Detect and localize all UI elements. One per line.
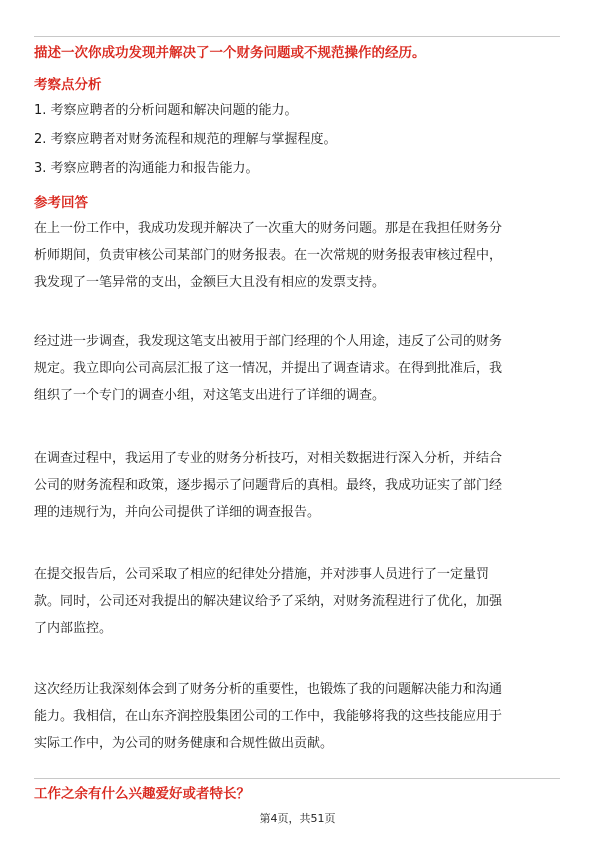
answer-line: 理的违规行为，并向公司提供了详细的调查报告。 — [34, 505, 321, 520]
answer-line: 能力。我相信，在山东齐润控股集团公司的工作中，我能够将我的这些技能应用于 — [34, 709, 503, 724]
answer-line: 公司的财务流程和政策，逐步揭示了问题背后的真相。最终，我成功证实了部门经 — [34, 478, 503, 493]
answer-paragraph-5 — [34, 676, 560, 757]
bottom-divider — [34, 778, 560, 779]
answer-line: 实际工作中，为公司的财务健康和合规性做出贡献。 — [34, 736, 334, 751]
answer-title: 参考回答 — [34, 195, 88, 211]
answer-line: 规定。我立即向公司高层汇报了这一情况，并提出了调查请求。在得到批准后，我 — [34, 361, 503, 376]
answer-line: 析师期间，负责审核公司某部门的财务报表。在一次常规的财务报表审核过程中， — [34, 248, 503, 263]
analysis-point-2: 2. 考察应聘者对财务流程和规范的理解与掌握程度。 — [34, 132, 337, 147]
answer-line: 款。同时，公司还对我提出的解决建议给予了采纳，对财务流程进行了优化，加强 — [34, 594, 503, 609]
page-number: 第4页，共51页 — [259, 812, 336, 825]
answer-line: 经过进一步调查，我发现这笔支出被用于部门经理的个人用途，违反了公司的财务 — [34, 334, 503, 349]
top-divider — [34, 36, 560, 37]
answer-line: 我发现了一笔异常的支出，金额巨大且没有相应的发票支持。 — [34, 275, 386, 290]
answer-line: 这次经历让我深刻体会到了财务分析的重要性，也锻炼了我的问题解决能力和沟通 — [34, 682, 503, 697]
answer-line: 在上一份工作中，我成功发现并解决了一次重大的财务问题。那是在我担任财务分 — [34, 221, 503, 236]
question-heading: 描述一次你成功发现并解决了一个财务问题或不规范操作的经历。 — [34, 45, 426, 61]
answer-paragraph-1 — [34, 215, 560, 296]
analysis-title: 考察点分析 — [34, 77, 102, 93]
answer-paragraph-4 — [34, 561, 560, 642]
analysis-point-3: 3. 考察应聘者的沟通能力和报告能力。 — [34, 161, 259, 176]
next-question-heading: 工作之余有什么兴趣爱好或者特长？ — [34, 786, 250, 802]
answer-line: 组织了一个专门的调查小组，对这笔支出进行了详细的调查。 — [34, 388, 386, 403]
answer-line: 在提交报告后，公司采取了相应的纪律处分措施，并对涉事人员进行了一定量罚 — [34, 567, 490, 582]
analysis-point-1: 1. 考察应聘者的分析问题和解决问题的能力。 — [34, 103, 298, 118]
answer-paragraph-2 — [34, 328, 560, 409]
answer-paragraph-3 — [34, 445, 560, 526]
answer-line: 了内部监控。 — [34, 621, 113, 636]
answer-line: 在调查过程中，我运用了专业的财务分析技巧，对相关数据进行深入分析，并结合 — [34, 451, 503, 466]
